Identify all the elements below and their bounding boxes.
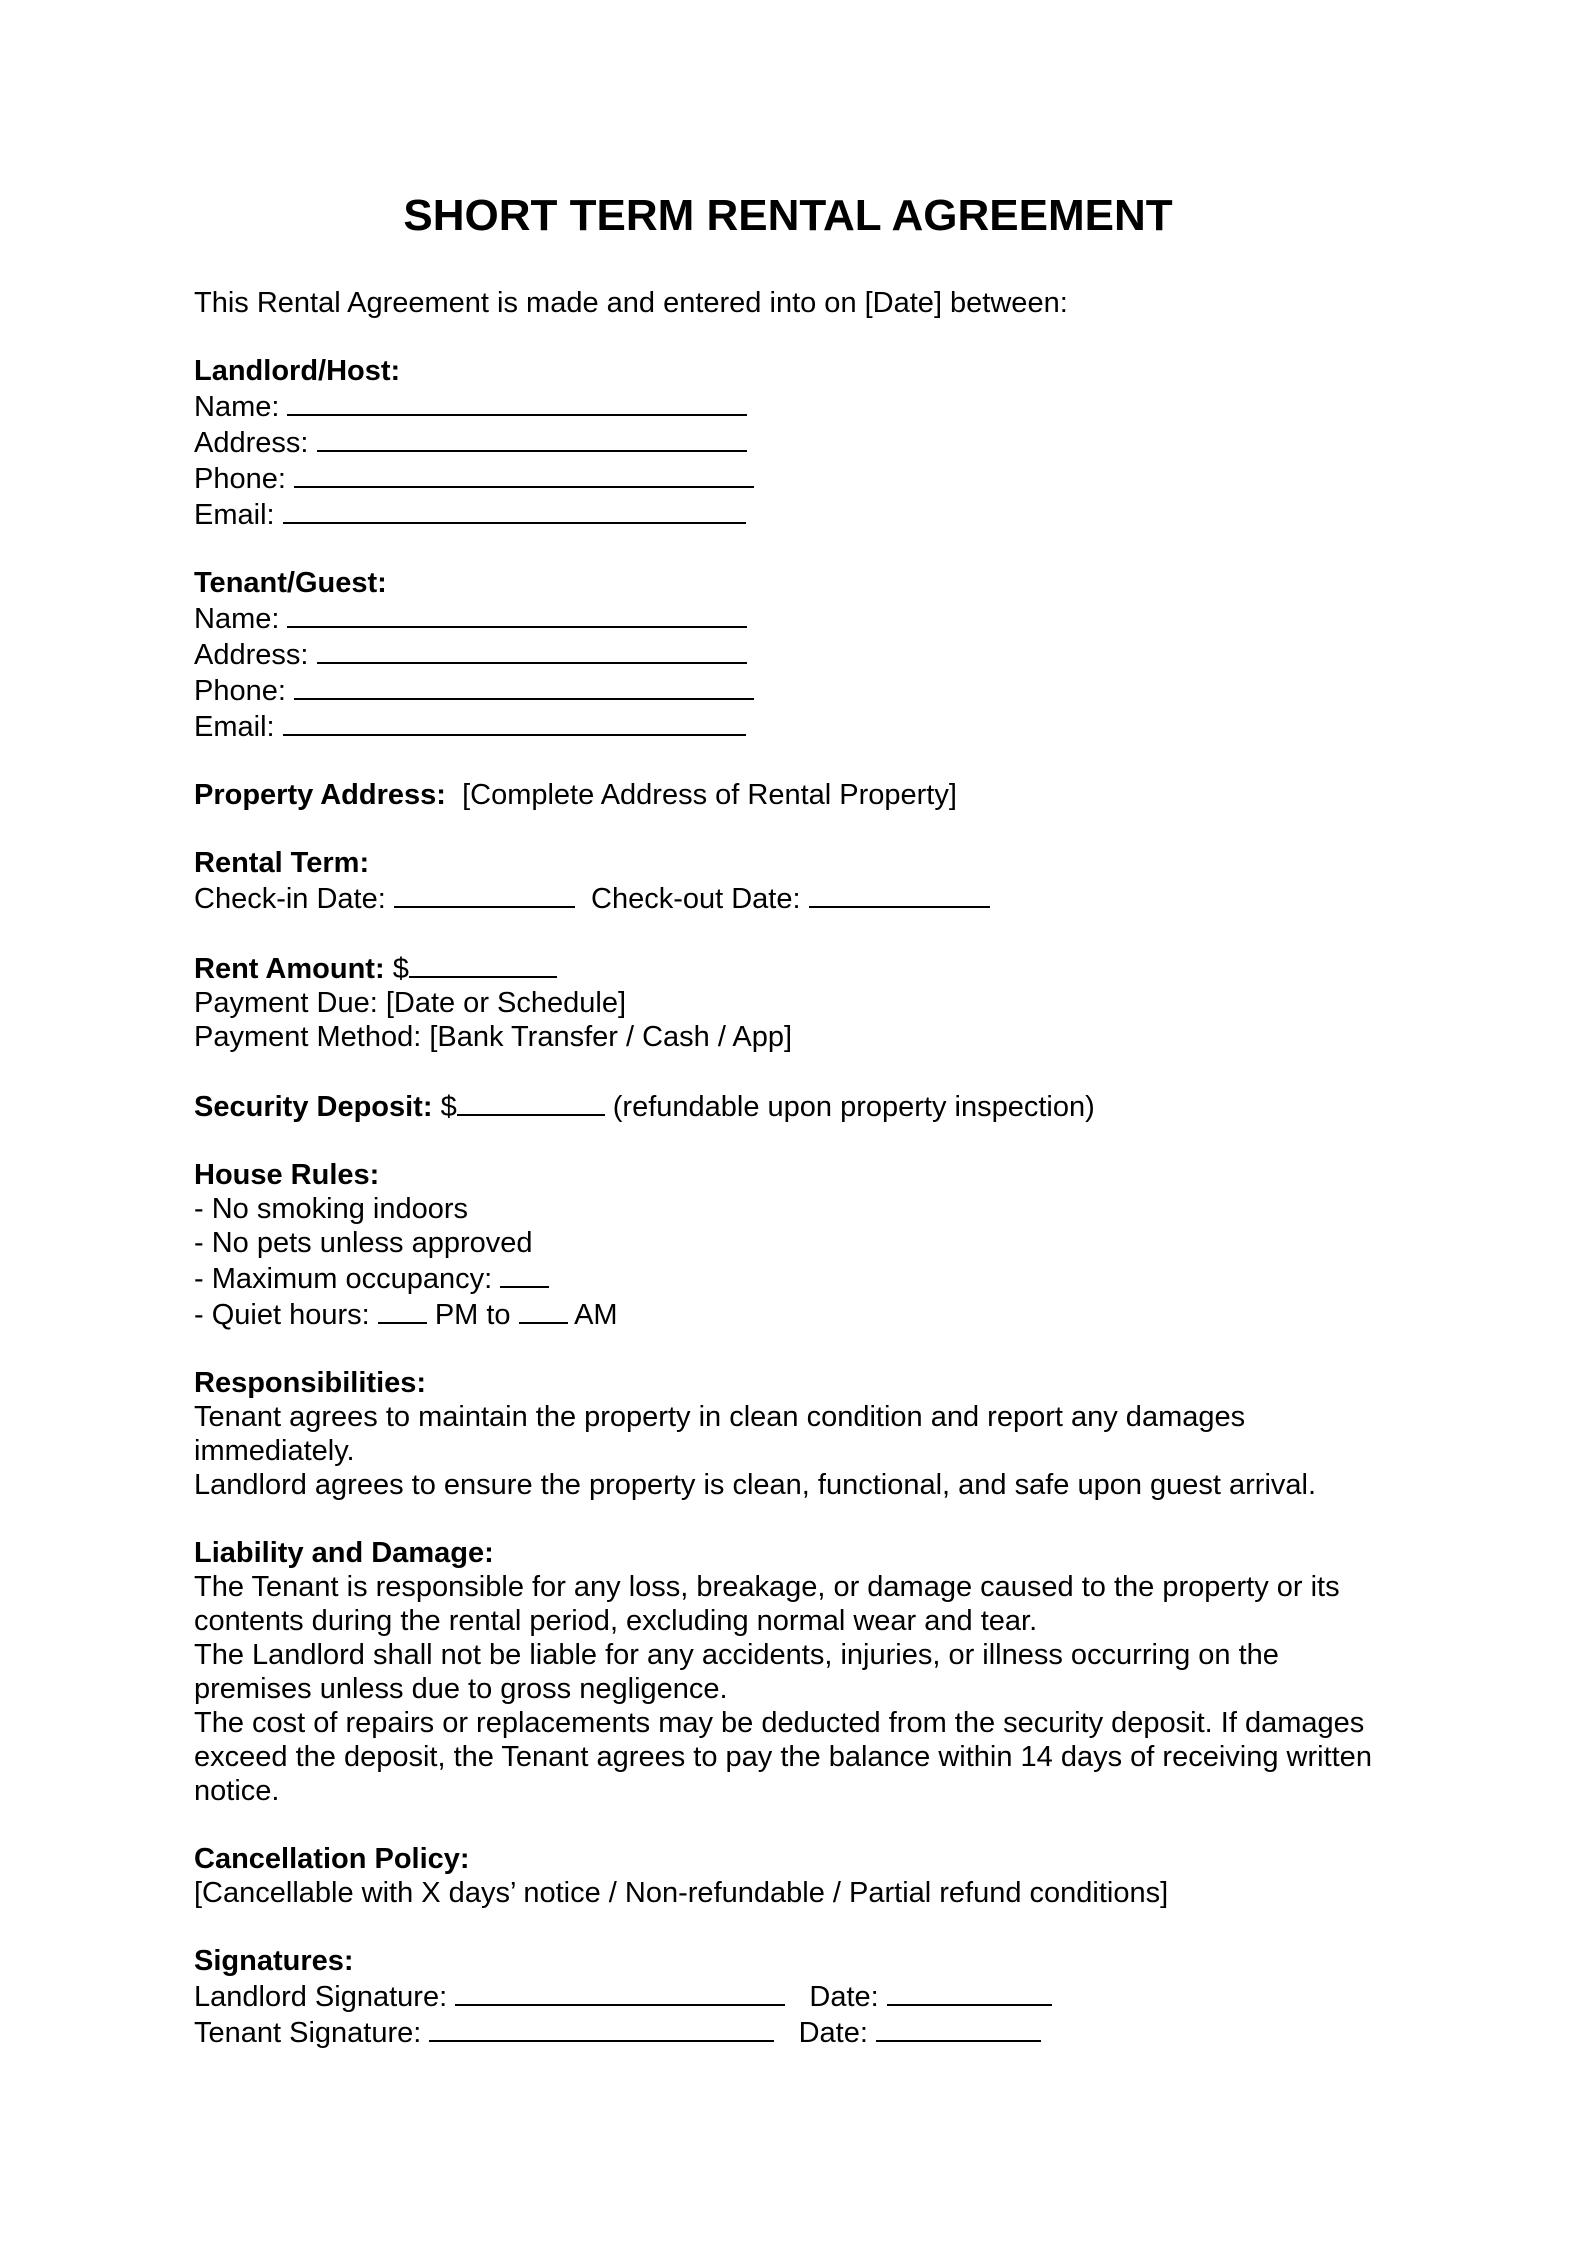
landlord-heading: Landlord/Host: xyxy=(194,355,401,387)
quiet-pm-to: PM to xyxy=(434,1299,511,1331)
landlord-email-field[interactable] xyxy=(283,496,746,524)
cancellation-heading: Cancellation Policy: xyxy=(194,1843,470,1875)
deposit-section xyxy=(194,1088,1414,1124)
liability-section xyxy=(194,1536,1414,1808)
tenant-signature-field[interactable] xyxy=(429,2014,774,2042)
house-rule-item: - No smoking indoors xyxy=(194,1193,468,1225)
payment-due-text: Payment Due: [Date or Schedule] xyxy=(194,987,627,1019)
checkout-date-field[interactable] xyxy=(809,880,990,908)
document-page xyxy=(194,190,1414,2050)
quiet-start-field[interactable] xyxy=(378,1296,427,1324)
rental-term-heading: Rental Term: xyxy=(194,847,370,879)
house-rules-heading: House Rules: xyxy=(194,1159,380,1191)
signatures-heading: Signatures: xyxy=(194,1945,354,1977)
house-rules-section xyxy=(194,1158,1414,1332)
tenant-heading: Tenant/Guest: xyxy=(194,567,387,599)
tenant-address-label: Address: xyxy=(194,639,309,671)
signatures-section xyxy=(194,1944,1414,2050)
tenant-email-field[interactable] xyxy=(283,708,746,736)
tenant-address-field[interactable] xyxy=(317,636,747,664)
liability-heading: Liability and Damage: xyxy=(194,1537,494,1569)
checkin-label: Check-in Date: xyxy=(194,883,386,915)
rent-amount-field[interactable] xyxy=(409,950,557,978)
tenant-name-label: Name: xyxy=(194,603,280,635)
occupancy-label: - Maximum occupancy: xyxy=(194,1263,493,1295)
landlord-name-field[interactable] xyxy=(287,388,747,416)
deposit-currency: $ xyxy=(440,1091,457,1123)
landlord-signature-label: Landlord Signature: xyxy=(194,1981,448,2013)
liability-paragraph: The Landlord shall not be liable for any accidents, injuries, or illness occurring on the premises unless due to gross negligence. xyxy=(194,1639,1287,1705)
landlord-responsibility-text: Landlord agrees to ensure the property is clean, functional, and safe upon guest arrival. xyxy=(194,1469,1317,1501)
responsibilities-heading: Responsibilities: xyxy=(194,1367,427,1399)
landlord-date-field[interactable] xyxy=(887,1978,1052,2006)
tenant-phone-field[interactable] xyxy=(294,672,754,700)
landlord-phone-field[interactable] xyxy=(294,460,754,488)
landlord-address-field[interactable] xyxy=(317,424,747,452)
deposit-heading: Security Deposit: xyxy=(194,1091,433,1123)
tenant-responsibility-text: Tenant agrees to maintain the property in clean condition and report any damages immediately. xyxy=(194,1401,1254,1467)
quiet-am: AM xyxy=(574,1299,618,1331)
tenant-phone-label: Phone: xyxy=(194,675,286,707)
intro-text: This Rental Agreement is made and entered into on [Date] between: xyxy=(194,287,1068,319)
rent-heading: Rent Amount: xyxy=(194,953,385,985)
tenant-email-label: Email: xyxy=(194,711,275,743)
cancellation-text: [Cancellable with X days’ notice / Non-refundable / Partial refund conditions] xyxy=(194,1877,1169,1909)
tenant-name-field[interactable] xyxy=(287,600,747,628)
document-title: SHORT TERM RENTAL AGREEMENT xyxy=(403,191,1173,240)
house-rule-item: - No pets unless approved xyxy=(194,1227,533,1259)
rent-currency: $ xyxy=(392,953,409,985)
quiet-hours-label: - Quiet hours: xyxy=(194,1299,370,1331)
property-address-value: [Complete Address of Rental Property] xyxy=(462,779,957,811)
landlord-signature-field[interactable] xyxy=(455,1978,785,2006)
payment-method-text: Payment Method: [Bank Transfer / Cash / App] xyxy=(194,1021,793,1053)
quiet-end-field[interactable] xyxy=(519,1296,568,1324)
cancellation-section xyxy=(194,1842,1414,1910)
rent-section xyxy=(194,950,1414,1054)
occupancy-field[interactable] xyxy=(500,1260,549,1288)
landlord-date-label: Date: xyxy=(809,1981,879,2013)
checkin-date-field[interactable] xyxy=(394,880,575,908)
deposit-amount-field[interactable] xyxy=(457,1088,605,1116)
landlord-section xyxy=(194,354,1414,532)
landlord-name-label: Name: xyxy=(194,391,280,423)
liability-paragraph: The Tenant is responsible for any loss, breakage, or damage caused to the property or its contents during the rental period, excluding normal wear and tear. xyxy=(194,1571,1348,1637)
landlord-phone-label: Phone: xyxy=(194,463,286,495)
liability-paragraph: The cost of repairs or replacements may be deducted from the security deposit. If damages exceed the deposit, the Tenant agrees to pay the balance within 14 days of receiving written notice. xyxy=(194,1707,1381,1807)
responsibilities-section xyxy=(194,1366,1414,1502)
checkout-label: Check-out Date: xyxy=(591,883,801,915)
landlord-email-label: Email: xyxy=(194,499,275,531)
landlord-address-label: Address: xyxy=(194,427,309,459)
property-heading: Property Address: xyxy=(194,779,446,811)
rental-term-section xyxy=(194,846,1414,916)
tenant-date-field[interactable] xyxy=(876,2014,1041,2042)
tenant-date-label: Date: xyxy=(798,2017,868,2049)
tenant-section xyxy=(194,566,1414,744)
deposit-note: (refundable upon property inspection) xyxy=(612,1091,1095,1123)
property-section xyxy=(194,778,1414,812)
tenant-signature-label: Tenant Signature: xyxy=(194,2017,422,2049)
